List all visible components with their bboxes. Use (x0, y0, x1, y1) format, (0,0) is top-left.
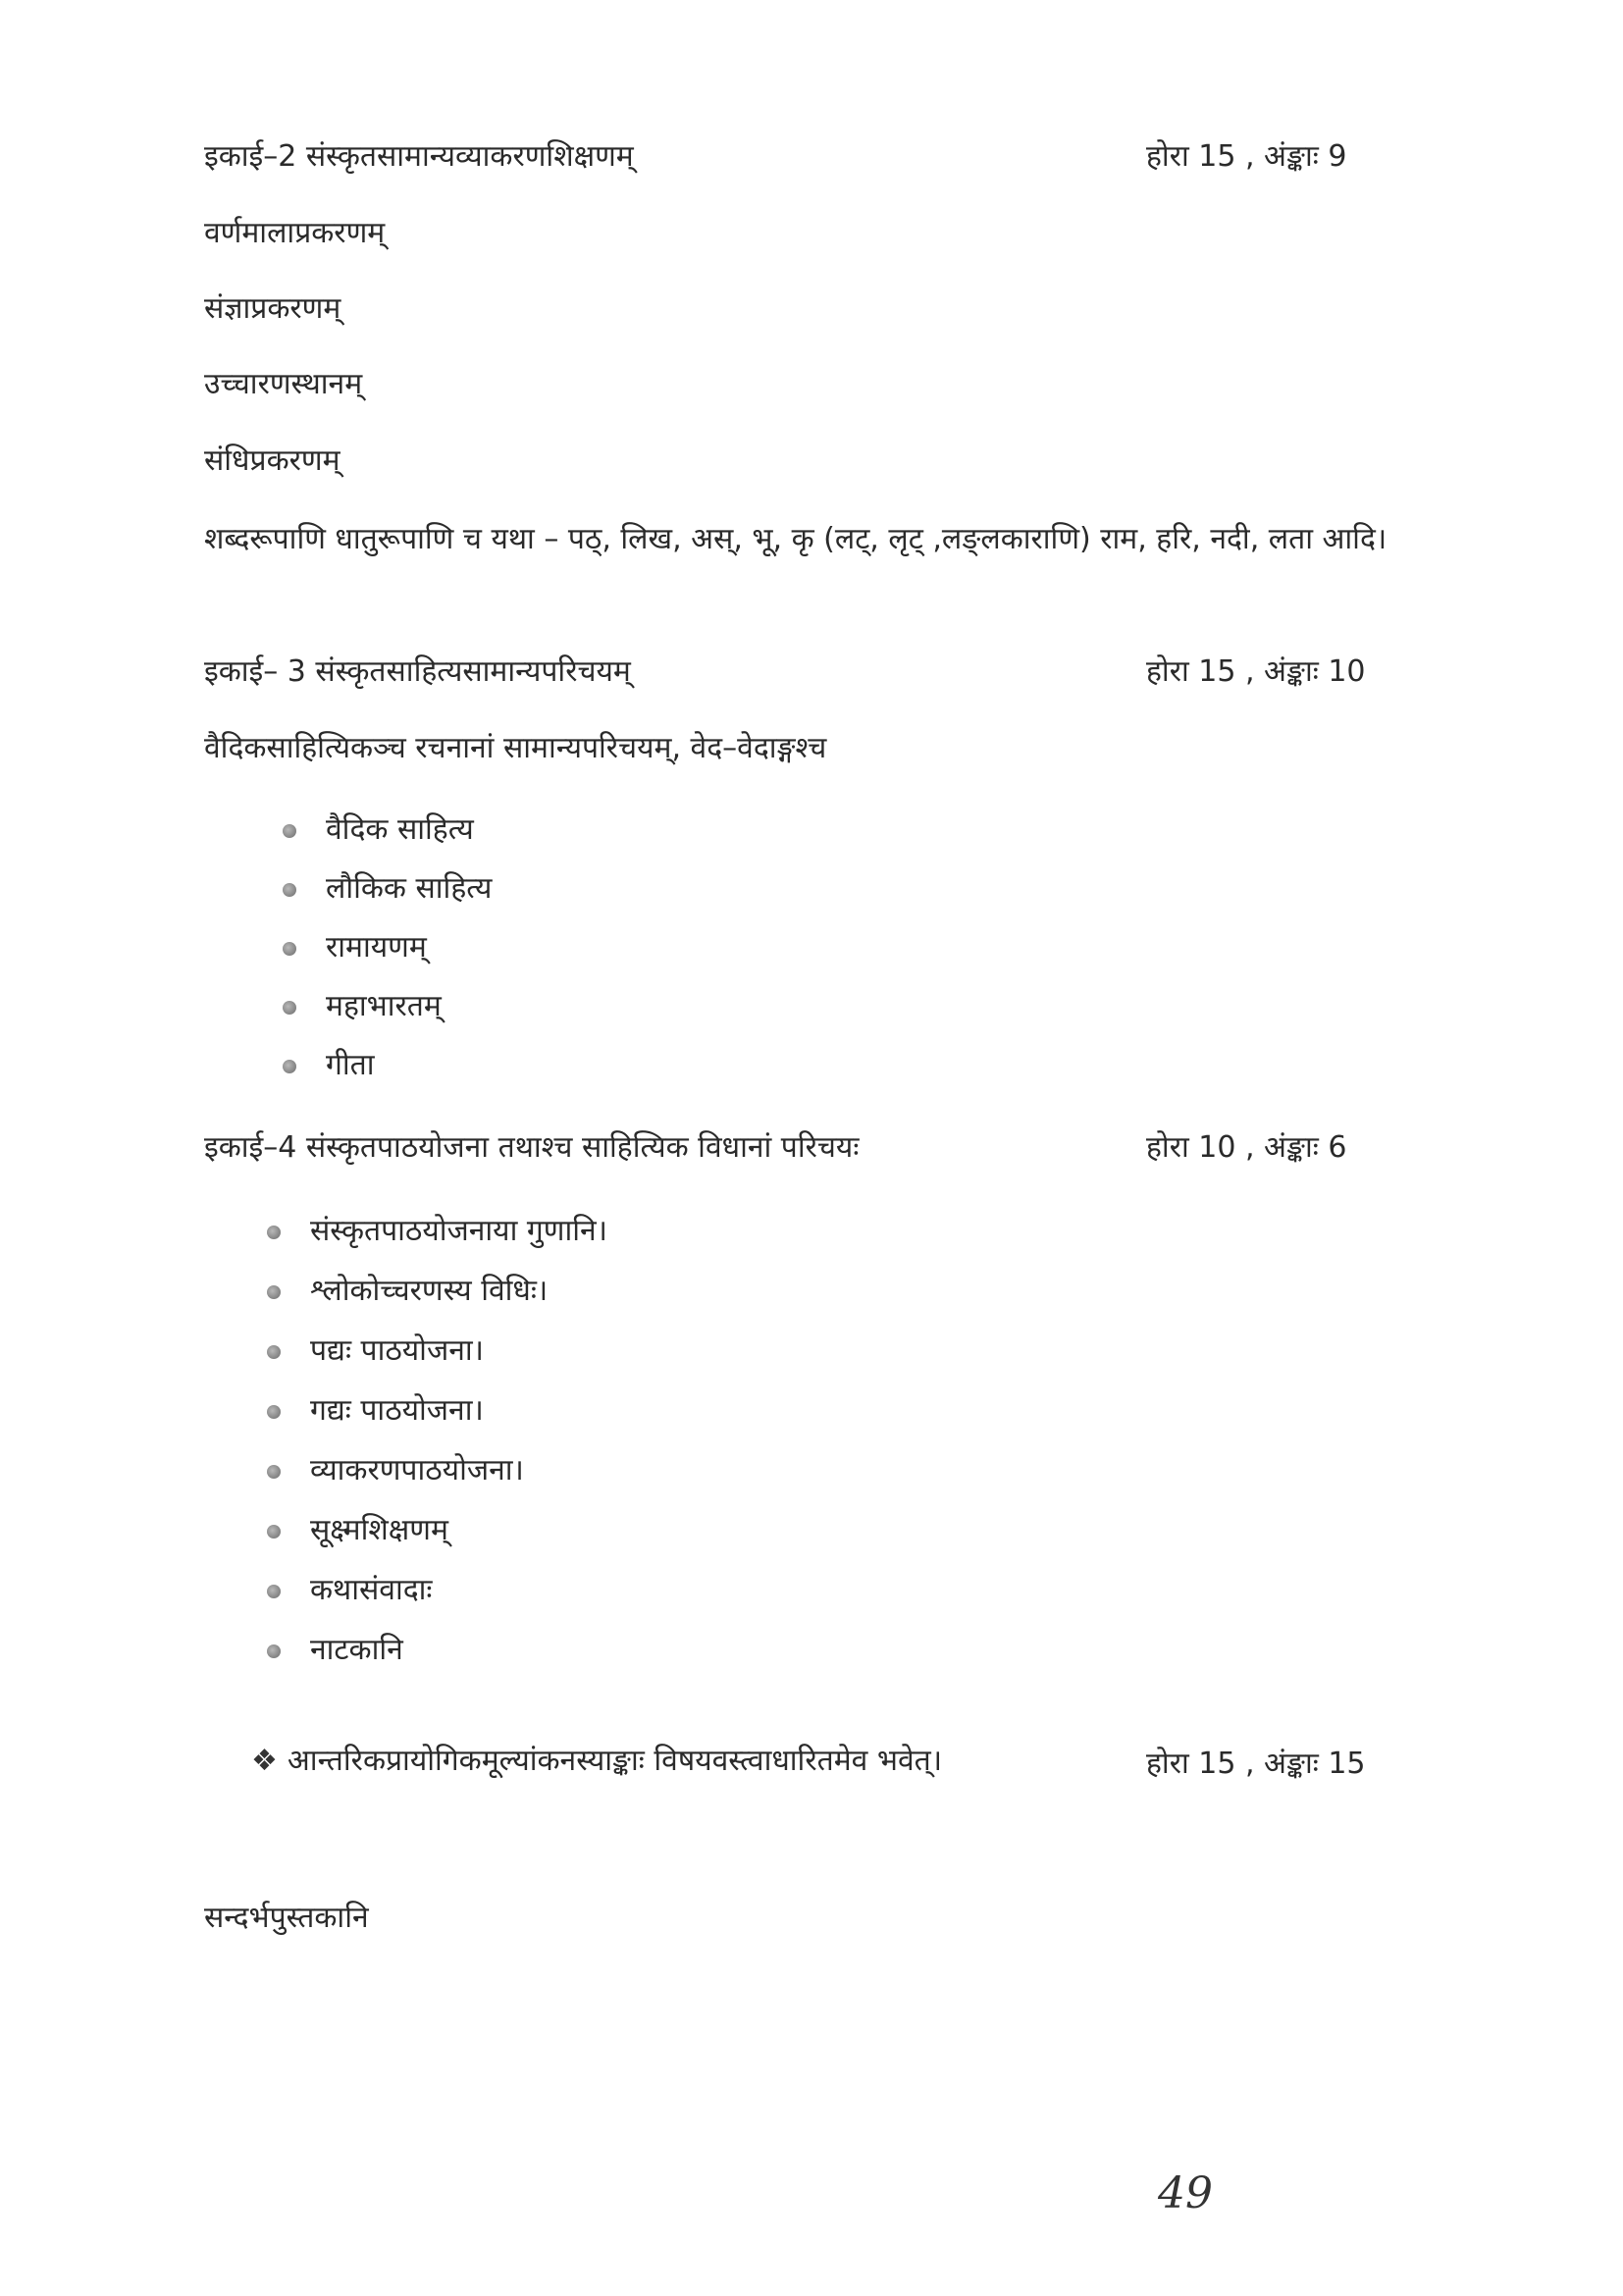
unit4-list (310, 1212, 607, 1670)
bullet-icon (283, 942, 296, 956)
unit3-marks: होरा 15 , अंङ्काः 10 (1146, 654, 1366, 689)
list-item: वैदिक साहित्य (326, 810, 492, 850)
unit3-intro: वैदिकसाहित्यिकञ्च रचनानां सामान्यपरिचयम्, वेद–वेदाङ्गश्च (204, 731, 827, 765)
bullet-icon (267, 1285, 281, 1299)
bullet-icon (283, 883, 296, 897)
bullet-icon (267, 1226, 281, 1239)
list-item: पद्यः पाठयोजना। (310, 1331, 607, 1371)
bullet-icon (283, 1060, 296, 1073)
list-item: रामायणम् (326, 928, 492, 967)
list-item: व्याकरणपाठयोजना। (310, 1451, 607, 1490)
list-item: महाभारतम् (326, 987, 492, 1026)
list-item: लौकिक साहित्य (326, 869, 492, 909)
list-item: संस्कृतपाठयोजनाया गुणानि। (310, 1212, 607, 1251)
list-item: गीता (326, 1046, 492, 1085)
internal-marks: होरा 15 , अंङ्काः 15 (1146, 1747, 1366, 1781)
unit3-heading: इकाई– 3 संस्कृतसाहित्यसामान्यपरिचयम् (204, 654, 631, 689)
unit2-topic: वर्णमालाप्रकरणम् (204, 216, 386, 250)
bullet-icon (283, 824, 296, 838)
list-item: नाटकानि (310, 1631, 607, 1670)
bullet-icon (267, 1345, 281, 1359)
unit4-marks: होरा 10 , अंङ्काः 6 (1146, 1130, 1347, 1165)
bullet-icon (267, 1405, 281, 1419)
unit2-topic: उच्चारणस्थानम् (204, 367, 363, 401)
list-item: गद्यः पाठयोजना। (310, 1391, 607, 1431)
unit2-paragraph: शब्दरूपाणि धातुरूपाणि च यथा – पठ्, लिख, अस्, भू, कृ (लट्, लृट् ,लङ्लकाराणि) राम, हरि, नदी, लता आदि। (204, 522, 1387, 556)
internal-assessment-text: आन्तरिकप्रायोगिकमूल्यांकनस्याङ्काः विषयवस्त्वाधारितमेव भवेत्। (287, 1744, 943, 1778)
list-item: सूक्ष्मशिक्षणम् (310, 1511, 607, 1550)
references-heading: सन्दर्भपुस्तकानि (204, 1901, 369, 1935)
unit2-marks: होरा 15 , अंङ्काः 9 (1146, 139, 1347, 174)
diamond-bullet-icon: ❖ (251, 1744, 278, 1778)
unit4-heading: इकाई–4 संस्कृतपाठयोजना तथाश्च साहित्यिक विधानां परिचयः (204, 1130, 860, 1165)
internal-assessment (251, 1742, 942, 1781)
bullet-icon (267, 1644, 281, 1658)
unit2-topic: संज्ञाप्रकरणम् (204, 291, 341, 326)
page-number: 49 (1158, 2168, 1213, 2218)
bullet-icon (267, 1525, 281, 1539)
bullet-icon (283, 1001, 296, 1015)
list-item: श्लोकोच्चरणस्य विधिः। (310, 1272, 607, 1311)
list-item: कथासंवादाः (310, 1571, 607, 1610)
unit3-list (326, 810, 492, 1085)
unit2-heading: इकाई–2 संस्कृतसामान्यव्याकरणशिक्षणम् (204, 139, 634, 174)
bullet-icon (267, 1465, 281, 1479)
unit2-topic: संधिप्रकरणम् (204, 444, 340, 478)
bullet-icon (267, 1585, 281, 1598)
